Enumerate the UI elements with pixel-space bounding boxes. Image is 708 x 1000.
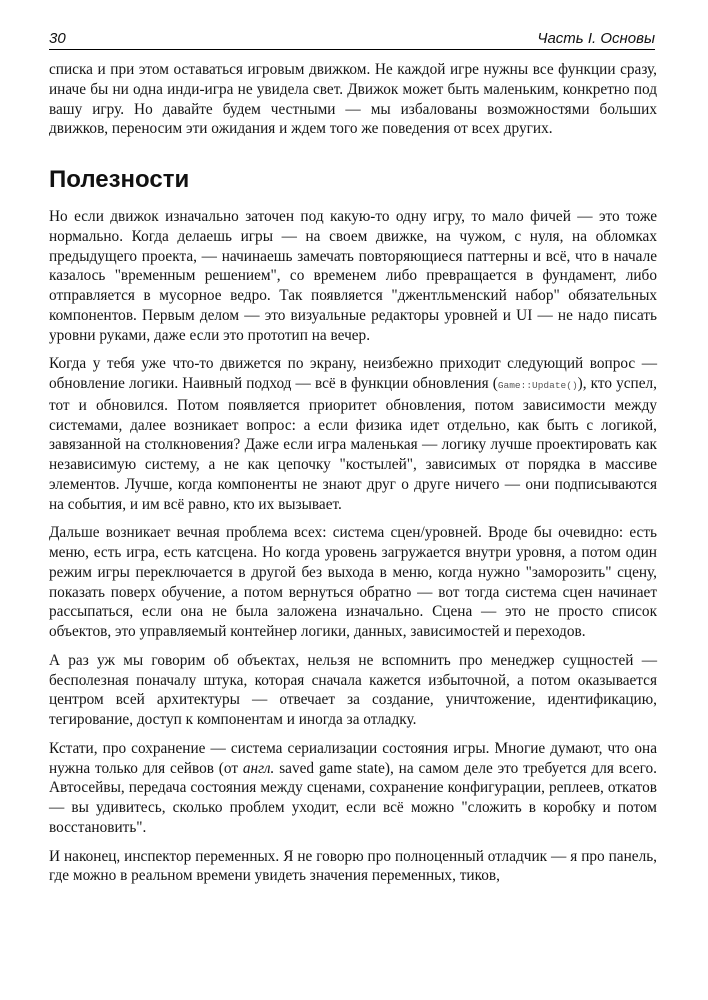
paragraph-5-text-b: saved game state), на самом деле это требуется для всего. Автосейвы, передача состояния между сценами, сохранение конфигурации, реплеев, откатов — вы удивитесь, сколько проблем уходит, если всё можно "сложить в коробку и потом восстановить". (49, 759, 657, 836)
page-body (49, 60, 657, 895)
page-number: 30 (49, 30, 66, 47)
paragraph-5-text-a: Кстати, про сохранение — система сериализации состояния игры. Многие думают, что она нужна только для сейвов (от (49, 739, 657, 777)
page-header (49, 27, 655, 50)
paragraph-3: Дальше возникает вечная проблема всех: система сцен/уровней. Вроде бы очевидно: есть меню, есть игра, есть катсцена. Но когда уровень загружается внутри уровня, а потом один режим игры переключается в другой без выхода в меню, когда нужно "заморозить" сцену, показать поверх обучение, а потом вернуться обратно — вот тогда система сцен начинает рассыпаться, если она не была заложена изначально. Сцена — это не просто список объектов, это управляемый контейнер логики, данных, зависимостей и переходов. (49, 524, 657, 640)
running-title: Часть I. Основы (537, 30, 655, 47)
intro-paragraph: списка и при этом оставаться игровым движком. Не каждой игре нужны все функции сразу, иначе бы ни одна инди-игра не увидела свет. Движок может быть маленьким, конкретно под вашу игру. Но давайте будем честными — мы избалованы возможностями больших движков, переносим эти ожидания и ждем того же поведения от всех других. (49, 61, 657, 138)
abbreviation: англ. (242, 759, 275, 777)
section-title: Полезности (49, 166, 190, 193)
paragraph-6: И наконец, инспектор переменных. Я не говорю про полноценный отладчик — я про панель, где можно в реальном времени увидеть значения переменных, тиков, (49, 847, 657, 885)
inline-code: Game::Update() (497, 380, 578, 391)
paragraph-2-text-a: Когда у тебя уже что-то движется по экрану, неизбежно приходит следующий вопрос — обновление логики. Наивный подход — всё в функции обновления ( (49, 355, 657, 392)
paragraph-2 (49, 354, 657, 514)
paragraph-5 (49, 739, 657, 838)
paragraph-1: Но если движок изначально заточен под какую-то одну игру, то мало фичей — это тоже нормально. Когда делаешь игры — на своем движке, на чужом, с нуля, на обломках предыдущего проекта, — начинаешь замечать повторяющиеся паттерны и всё, что в начале казалось "временным решением", со временем либо превращается в фундамент, либо отправляется в мусорное ведро. Так появляется "джентльменский набор" обязательных компонентов. Первым делом — это визуальные редакторы уровней и UI — не надо писать уровни руками, даже если это прототип на вечер. (49, 208, 657, 344)
paragraph-4: А раз уж мы говорим об объектах, нельзя не вспомнить про менеджер сущностей — бесполезная поначалу штука, которая сначала кажется избыточной, а потом оказывается центром всей архитектуры — отвечает за создание, уничтожение, идентификацию, тегирование, доступ к компонентам и иногда за отладку. (49, 651, 657, 728)
paragraph-2-text-b: ), кто успел, тот и обновился. Потом появляется приоритет обновления, потом зависимости между системами, далее возникает вопрос: а если физика идет отдельно, как быть с логикой, завязанной на столкновения? Даже если игра маленькая — логику лучше проектировать как независимую систему, а не как цепочку "костылей", зависимых от порядка в массиве элементов. Лучше, когда компоненты не знают друг о друге ничего — они подписываются на события, и им всё равно, кто их вызывает. (49, 375, 657, 513)
